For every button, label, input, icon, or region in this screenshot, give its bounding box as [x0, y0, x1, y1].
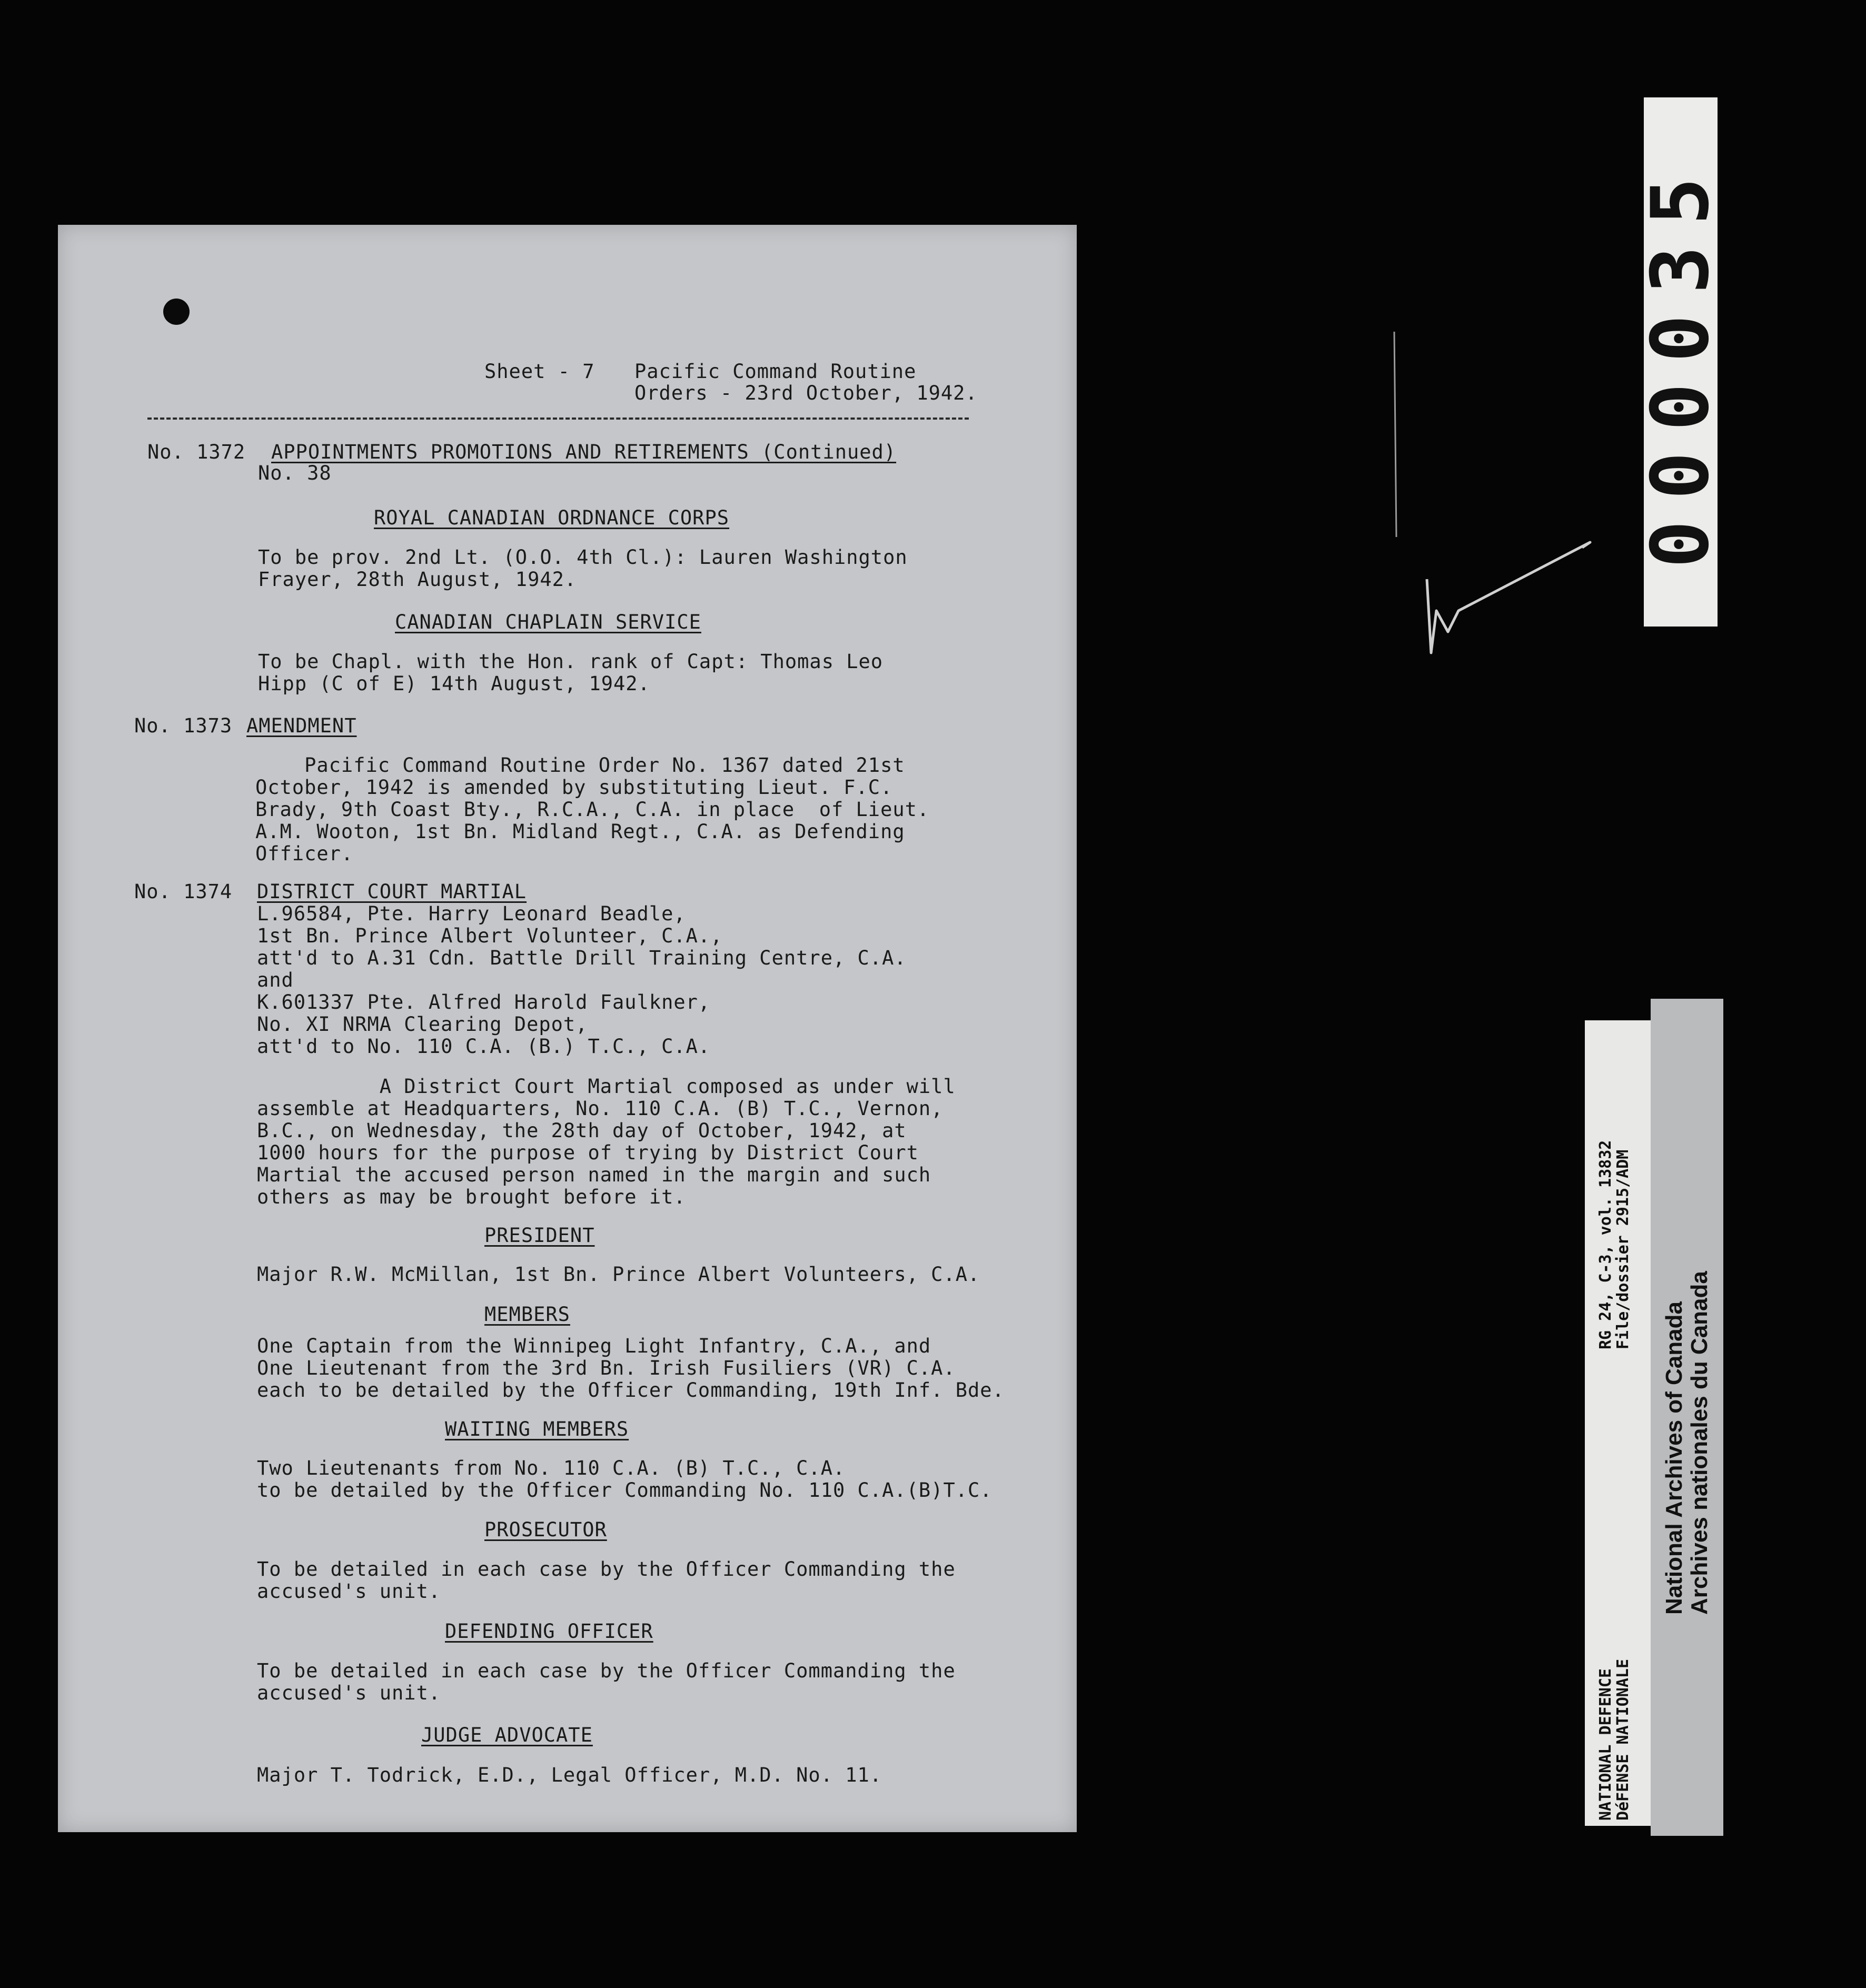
order-1374-heading: DISTRICT COURT MARTIAL [257, 880, 527, 903]
check-mark-annotation [1369, 316, 1611, 684]
archive-label-institution [1651, 999, 1723, 1836]
waiting-members-line: to be detailed by the Officer Commanding No. 110 C.A.(B)T.C. [257, 1479, 992, 1502]
accused-line: and [257, 969, 294, 991]
members-title: MEMBERS [484, 1303, 570, 1326]
judge-advocate-text: Major T. Todrick, E.D., Legal Officer, M.D. No. 11. [257, 1764, 882, 1786]
rcoc-line-1: To be prov. 2nd Lt. (O.O. 4th Cl.): Lauren Washington [258, 546, 908, 569]
accused-line: K.601337 Pte. Alfred Harold Faulkner, [257, 991, 711, 1013]
sheet-number: Sheet - 7 [484, 360, 595, 383]
dept-line-2: DéFENSE NATIONALE [1614, 1658, 1632, 1821]
members-line: One Lieutenant from the 3rd Bn. Irish Fusiliers (VR) C.A. [257, 1357, 956, 1379]
section-title-chaplain: CANADIAN CHAPLAIN SERVICE [395, 611, 701, 633]
rcoc-line-2: Frayer, 28th August, 1942. [258, 568, 577, 591]
document-page [58, 225, 1077, 1832]
chaplain-line-2: Hipp (C of E) 14th August, 1942. [258, 672, 650, 695]
court-intro-line: B.C., on Wednesday, the 28th day of October, 1942, at [257, 1119, 907, 1142]
court-intro-line: others as may be brought before it. [257, 1186, 686, 1208]
punch-hole [163, 299, 190, 325]
dept-line-1: NATIONAL DEFENCE [1596, 1668, 1615, 1821]
archives-name-en: National Archives of Canada [1661, 1301, 1687, 1615]
defending-officer-line: accused's unit. [257, 1682, 441, 1704]
court-intro-line: 1000 hours for the purpose of trying by District Court [257, 1141, 919, 1164]
section-title-rcoc: ROYAL CANADIAN ORDNANCE CORPS [374, 506, 730, 529]
order-title-line1: Pacific Command Routine [634, 360, 917, 383]
waiting-members-title: WAITING MEMBERS [445, 1418, 629, 1440]
accused-line: att'd to A.31 Cdn. Battle Drill Training Centre, C.A. [257, 947, 907, 969]
amendment-line: Officer. [255, 842, 354, 865]
amendment-line: A.M. Wooton, 1st Bn. Midland Regt., C.A. as Defending [255, 820, 905, 843]
defending-officer-line: To be detailed in each case by the Officer Commanding the [257, 1659, 956, 1682]
order-1373-number: No. 1373 [134, 714, 233, 737]
order-1372-sub-number: No. 38 [258, 462, 332, 484]
frame-number: 000035 [1635, 156, 1726, 568]
court-intro-line: Martial the accused person named in the margin and such [257, 1164, 931, 1186]
reference-line-1: RG 24, C-3, vol. 13832 [1596, 1140, 1615, 1349]
frame-number-stamp [1635, 97, 1726, 627]
chaplain-line-1: To be Chapl. with the Hon. rank of Capt: Thomas Leo [258, 650, 884, 673]
order-1372-heading: APPOINTMENTS PROMOTIONS AND RETIREMENTS (Continued) [271, 441, 897, 463]
order-1373-heading: AMENDMENT [246, 714, 357, 737]
archives-name-fr: Archives nationales du Canada [1686, 1271, 1712, 1615]
prosecutor-title: PROSECUTOR [484, 1518, 607, 1541]
waiting-members-line: Two Lieutenants from No. 110 C.A. (B) T.C., C.A. [257, 1457, 846, 1479]
order-1374-number: No. 1374 [134, 880, 233, 903]
amendment-line: October, 1942 is amended by substituting Lieut. F.C. [255, 776, 893, 799]
judge-advocate-title: JUDGE ADVOCATE [421, 1724, 593, 1746]
members-line: One Captain from the Winnipeg Light Infantry, C.A., and [257, 1335, 931, 1357]
court-intro-line: A District Court Martial composed as under will [257, 1075, 956, 1098]
reference-line-2: File/dossier 2915/ADM [1614, 1149, 1632, 1349]
members-line: each to be detailed by the Officer Commanding, 19th Inf. Bde. [257, 1379, 1005, 1401]
amendment-line: Brady, 9th Coast Bty., R.C.A., C.A. in place of Lieut. [255, 798, 930, 821]
court-intro-line: assemble at Headquarters, No. 110 C.A. (B) T.C., Vernon, [257, 1097, 944, 1120]
president-text: Major R.W. McMillan, 1st Bn. Prince Albert Volunteers, C.A. [257, 1263, 980, 1286]
prosecutor-line: To be detailed in each case by the Officer Commanding the [257, 1558, 956, 1581]
header-divider [147, 418, 969, 420]
amendment-line: Pacific Command Routine Order No. 1367 dated 21st [255, 754, 905, 777]
order-title-line2: Orders - 23rd October, 1942. [634, 382, 978, 404]
order-1372-number: No. 1372 [147, 441, 246, 463]
defending-officer-title: DEFENDING OFFICER [445, 1620, 653, 1643]
archive-label-reference [1585, 1020, 1651, 1826]
accused-line: No. XI NRMA Clearing Depot, [257, 1013, 588, 1036]
accused-line: 1st Bn. Prince Albert Volunteer, C.A., [257, 925, 723, 947]
prosecutor-line: accused's unit. [257, 1580, 441, 1603]
accused-line: att'd to No. 110 C.A. (B.) T.C., C.A. [257, 1035, 711, 1058]
accused-line: L.96584, Pte. Harry Leonard Beadle, [257, 902, 686, 925]
president-title: PRESIDENT [484, 1224, 595, 1247]
